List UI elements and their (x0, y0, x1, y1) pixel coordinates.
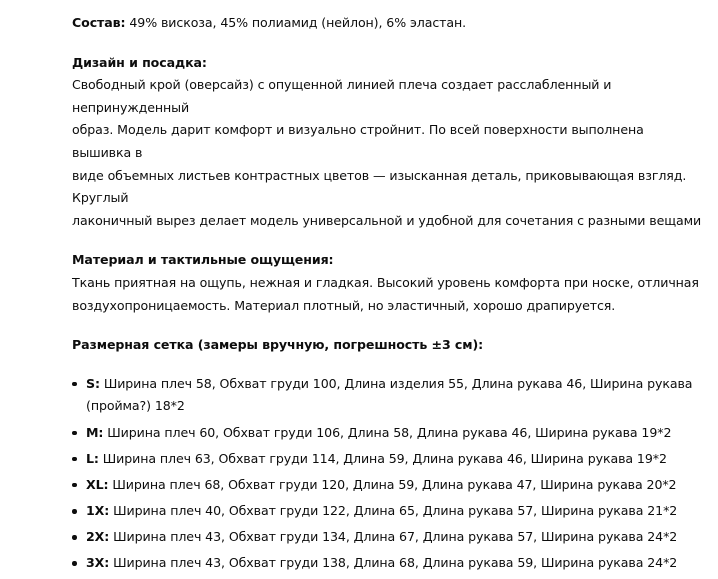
size-measurements: Ширина плеч 63, Обхват груди 114, Длина 59, Длина рукава 46, Ширина рукава 19*2 (102, 450, 667, 466)
bullet-icon (72, 561, 77, 566)
size-item-m (72, 422, 702, 445)
bullet-icon (72, 535, 77, 540)
design-paragraph (72, 74, 702, 232)
design-line: Свободный крой (оверсайз) с опущенной линией плеча создает расслабленный и непринужденный (72, 77, 612, 115)
bullet-icon (72, 509, 77, 514)
size-label: 3X: (86, 555, 110, 571)
material-line: Ткань приятная на ощупь, нежная и гладкая. Высокий уровень комфорта при носке, отличная (72, 274, 699, 290)
design-line: виде объемных листьев контрастных цветов — изысканная деталь, приковывающая взгляд. Круглый (72, 167, 687, 206)
composition-label: Состав: (72, 15, 126, 30)
bullet-icon (72, 483, 77, 488)
size-chart-list (72, 373, 702, 575)
bullet-icon (72, 382, 77, 387)
size-measurements: Ширина плеч 40, Обхват груди 122, Длина 65, Длина рукава 57, Ширина рукава 21*2 (113, 503, 678, 519)
size-item-2x (72, 526, 702, 549)
size-label: S: (86, 375, 100, 391)
size-label: 2X: (86, 529, 110, 545)
design-heading: Дизайн и посадка: (72, 54, 207, 70)
size-label: 1X: (86, 503, 110, 519)
size-measurements: Ширина плеч 58, Обхват груди 100, Длина изделия 55, Длина рукава 46, Ширина рукава (103, 375, 693, 391)
size-measurements: (пройма?) 18*2 (86, 398, 185, 414)
design-line: образ. Модель дарит комфорт и визуально стройнит. По всей поверхности выполнена вышивка в (72, 122, 644, 160)
size-item-xl (72, 474, 702, 497)
material-paragraph (72, 272, 702, 317)
product-description (72, 12, 702, 579)
size-item-l (72, 448, 702, 471)
size-label: M: (86, 424, 104, 440)
size-measurements: Ширина плеч 68, Обхват груди 120, Длина 59, Длина рукава 47, Ширина рукава 20*2 (112, 476, 677, 492)
size-measurements: Ширина плеч 60, Обхват груди 106, Длина 58, Длина рукава 46, Ширина рукава 19*2 (107, 424, 672, 440)
composition-paragraph (72, 12, 702, 35)
size-label: L: (86, 450, 99, 466)
composition-text: 49% вискоза, 45% полиамид (нейлон), 6% эластан. (125, 15, 467, 30)
size-item-s (72, 373, 702, 418)
size-label: XL: (86, 476, 109, 492)
material-heading: Материал и тактильные ощущения: (72, 252, 334, 268)
design-line: лаконичный вырез делает модель универсальной и удобной для сочетания с разными вещами (72, 212, 702, 228)
bullet-icon (72, 457, 77, 462)
size-measurements: Ширина плеч 43, Обхват груди 138, Длина 68, Длина рукава 59, Ширина рукава 24*2 (113, 555, 678, 571)
bullet-icon (72, 431, 77, 436)
size-item-3x (72, 552, 702, 575)
size-measurements: Ширина плеч 43, Обхват груди 134, Длина 67, Длина рукава 57, Ширина рукава 24*2 (113, 529, 678, 545)
material-line: воздухопроницаемость. Материал плотный, но эластичный, хорошо драпируется. (72, 297, 616, 313)
size-item-1x (72, 500, 702, 523)
size-chart-heading: Размерная сетка (замеры вручную, погрешность ±3 см): (72, 337, 484, 353)
